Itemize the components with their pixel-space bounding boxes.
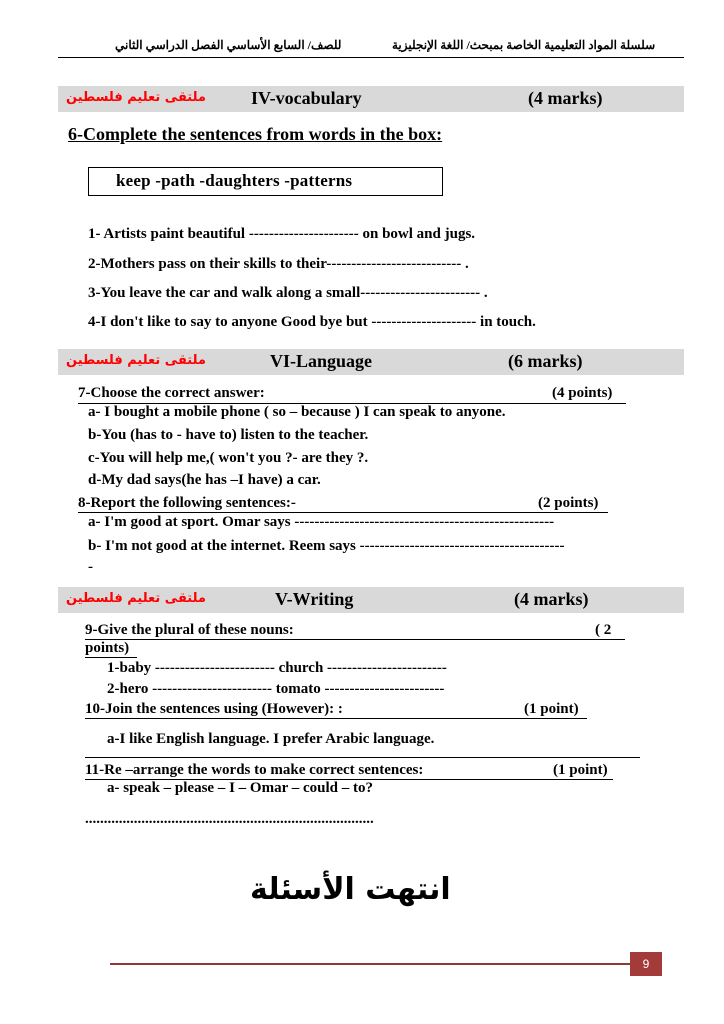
q8-item-dash: - — [88, 559, 93, 575]
watermark-text: ملتقى تعليم فلسطين — [66, 90, 206, 105]
section-title: IV-vocabulary — [251, 88, 362, 108]
header-rule — [58, 57, 684, 58]
q8-points: (2 points) — [538, 495, 599, 511]
watermark-text: ملتقى تعليم فلسطين — [66, 591, 206, 606]
q11-heading: 11-Re –arrange the words to make correct sentences: — [85, 762, 424, 778]
section-band-writing — [58, 587, 684, 613]
header-right-text: سلسلة المواد التعليمية الخاصة بمبحث/ اللغة الإنجليزية — [392, 38, 656, 52]
page-number: 9 — [630, 952, 662, 976]
watermark-text: ملتقى تعليم فلسطين — [66, 353, 206, 368]
section-title: VI-Language — [270, 351, 373, 371]
q7-points: (4 points) — [552, 385, 613, 401]
section-band-language — [58, 349, 684, 375]
q10-heading: 10-Join the sentences using (However): : — [85, 701, 343, 717]
q7-item-a: a- I bought a mobile phone ( so – because ) I can speak to anyone. — [88, 404, 506, 420]
q10-item: a-I like English language. I prefer Arabic language. — [107, 731, 435, 747]
q7-heading: 7-Choose the correct answer: — [78, 385, 265, 401]
q6-item-4: 4-I don't like to say to anyone Good bye but --------------------- in touch. — [88, 314, 536, 330]
q9-points-a: ( 2 — [595, 622, 612, 638]
q10-points: (1 point) — [524, 701, 579, 717]
section-marks: (6 marks) — [508, 351, 583, 371]
q6-item-2: 2-Mothers pass on their skills to their--------------------------- . — [88, 256, 469, 272]
q9-underline — [85, 639, 625, 640]
q11-points: (1 point) — [553, 762, 608, 778]
q11-item: a- speak – please – I – Omar – could – to? — [107, 780, 373, 796]
section-title: V-Writing — [275, 589, 354, 609]
q11-answer-dots: ............................................................................. — [85, 811, 374, 827]
q6-heading: 6-Complete the sentences from words in the box: — [68, 124, 443, 144]
section-band-vocabulary — [58, 86, 684, 112]
q8-underline — [78, 512, 608, 513]
word-box-text: keep -path -daughters -patterns — [116, 171, 353, 190]
q9-underline-2 — [85, 657, 137, 658]
q8-heading: 8-Report the following sentences:- — [78, 495, 296, 511]
q10-answer-line — [85, 757, 640, 758]
section-marks: (4 marks) — [514, 589, 589, 609]
q9-points-b: points) — [85, 640, 130, 656]
q7-item-c: c-You will help me,( won't you ?- are they ?. — [88, 450, 369, 466]
q9-heading: 9-Give the plural of these nouns: — [85, 622, 294, 638]
q6-item-3: 3-You leave the car and walk along a small------------------------ . — [88, 285, 488, 301]
end-of-questions-text: انتهت الأسئلة — [250, 872, 451, 907]
section-marks: (4 marks) — [528, 88, 603, 108]
header-left-text: للصف/ السابع الأساسي الفصل الدراسي الثاني — [115, 38, 342, 52]
q9-row-2: 2-hero ------------------------ tomato ------------------------ — [107, 681, 445, 697]
q7-item-d: d-My dad says(he has –I have) a car. — [88, 472, 321, 488]
q10-underline — [85, 718, 587, 719]
q7-item-b: b-You (has to - have to) listen to the teacher. — [88, 427, 369, 443]
q8-item-b: b- I'm not good at the internet. Reem says ----------------------------------------- — [88, 538, 565, 554]
q8-item-a: a- I'm good at sport. Omar says ---------------------------------------------------- — [88, 514, 555, 530]
footer-rule — [110, 963, 634, 965]
word-box — [88, 167, 443, 196]
q9-row-1: 1-baby ------------------------ church ------------------------ — [107, 660, 447, 676]
q6-item-1: 1- Artists paint beautiful ---------------------- on bowl and jugs. — [88, 226, 476, 242]
